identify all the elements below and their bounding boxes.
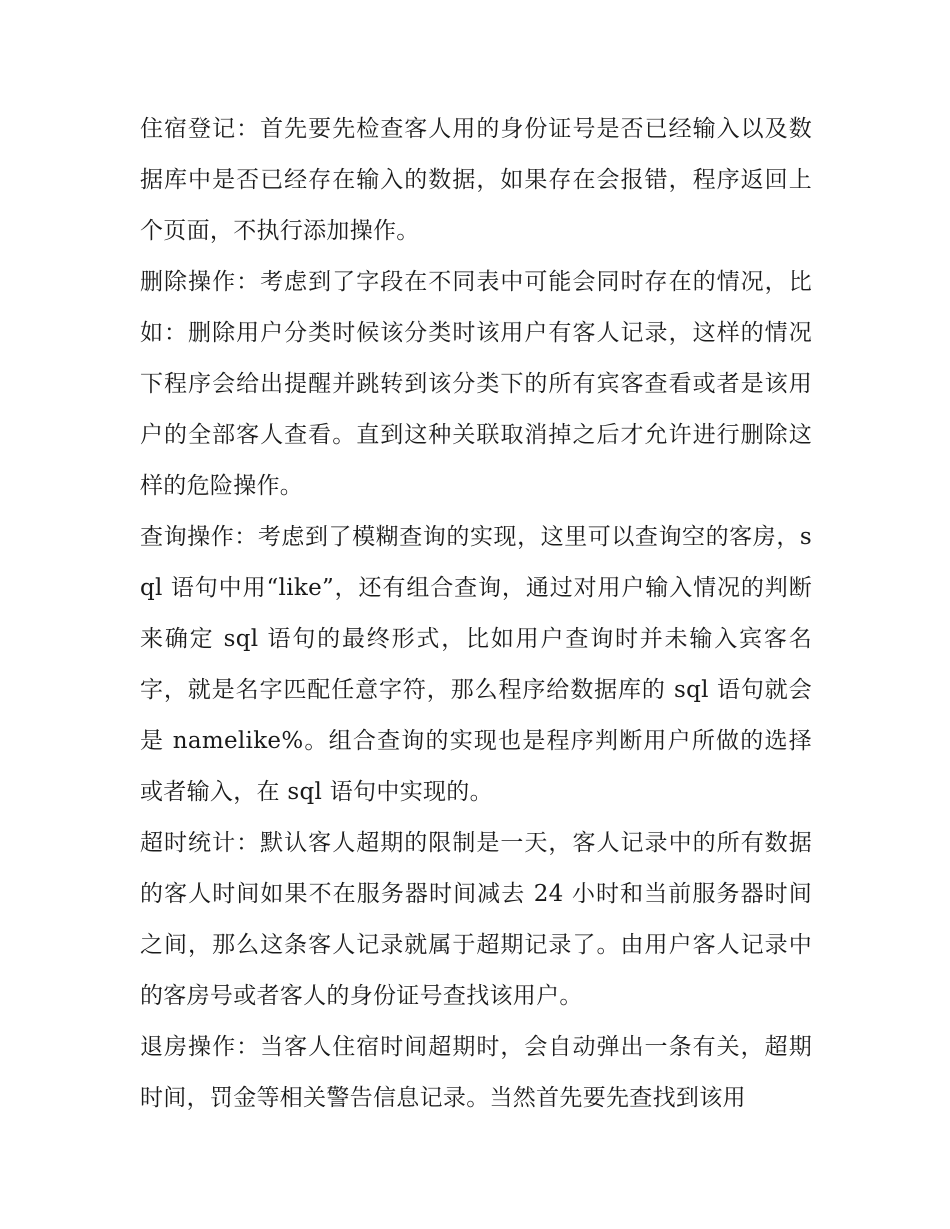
paragraph-query-operation: 查询操作：考虑到了模糊查询的实现，这里可以查询空的客房，sql 语句中用“like”，还有组合查询，通过对用户输入情况的判断来确定 sql 语句的最终形式，比如用户查询时并未输入宾客名字，就是名字匹配任意字符，那么程序给数据库的 sql 语句就会是 namelike%。组合查询的实现也是程序判断用户所做的选择或者输入，在 sql 语句中实现的。: [140, 524, 812, 805]
paragraph-delete-operation: 删除操作：考虑到了字段在不同表中可能会同时存在的情况，比如：删除用户分类时候该分类时该用户有客人记录，这样的情况下程序会给出提醒并跳转到该分类下的所有宾客查看或者是该用户的全部客人查看。直到这种关联取消掉之后才允许进行删除这样的危险操作。: [140, 269, 812, 499]
document-page: [140, 104, 812, 1124]
paragraph-checkin-registration: 住宿登记：首先要先检查客人用的身份证号是否已经输入以及数据库中是否已经存在输入的数据，如果存在会报错，程序返回上个页面，不执行添加操作。: [140, 116, 812, 244]
paragraph-overtime-statistics: 超时统计：默认客人超期的限制是一天，客人记录中的所有数据的客人时间如果不在服务器时间减去 24 小时和当前服务器时间之间，那么这条客人记录就属于超期记录了。由用户客人记录中的客房号或者客人的身份证号查找该用户。: [140, 830, 812, 1009]
paragraph-checkout-operation: 退房操作：当客人住宿时间超期时，会自动弹出一条有关，超期时间，罚金等相关警告信息记录。当然首先要先查找到该用: [140, 1034, 812, 1111]
